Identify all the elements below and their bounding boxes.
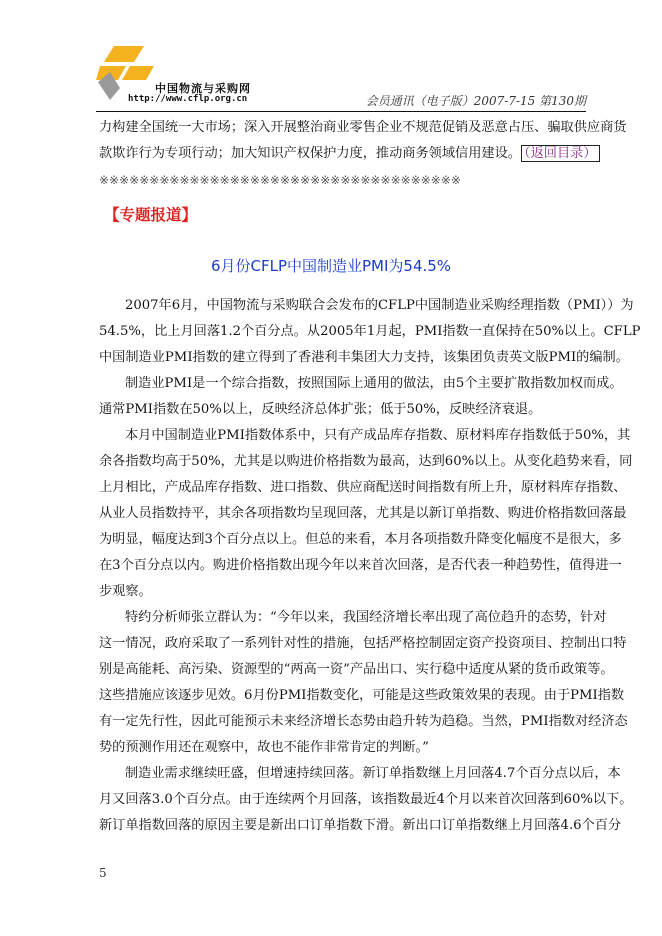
article-line: 新订单指数回落的原因主要是新出口订单指数下滑。新出口订单指数继上月回落4.6个百分 [99, 818, 622, 833]
article-line: 制造业PMI是一个综合指数，按照国际上通用的做法，由5个主要扩散指数加权而成。 [125, 376, 623, 391]
logo-mark-icon [96, 44, 156, 100]
header-divider [96, 111, 586, 112]
article-line: 别是高能耗、高污染、资源型的“两高一资”产品出口、实行稳中适度从紧的货币政策等。 [99, 662, 614, 677]
article-line: 势的预测作用还在观察中，故也不能作非常肯定的判断。” [99, 740, 429, 755]
page-header [96, 44, 586, 110]
article-line: 这些措施应该逐步见效。6月份PMI指数变化，可能是这些政策效果的表现。由于PMI指数 [99, 688, 625, 703]
article-line: 这一情况，政府采取了一系列针对性的措施，包括严格控制固定资产投资项目、控制出口特 [99, 636, 627, 651]
article-line: 上月相比，产成品库存指数、进口指数、供应商配送时间指数有所上升，原材料库存指数、 [99, 480, 627, 495]
page-number: 5 [99, 866, 107, 880]
article-line: 有一定先行性，因此可能预示未来经济增长态势由趋升转为趋稳。当然，PMI指数对经济态 [99, 714, 628, 729]
article-line: 本月中国制造业PMI指数体系中，只有产成品库存指数、原材料库存指数低于50%，其 [125, 428, 631, 443]
intro-text [99, 115, 627, 193]
article-body [99, 293, 641, 839]
article-title: 6月份CFLP中国制造业PMI为54.5% [210, 257, 452, 275]
article-line: 中国制造业PMI指数的建立得到了香港利丰集团大力支持，该集团负责英文版PMI的编制。 [99, 350, 629, 365]
issue-line: 会员通讯（电子版）2007-7-15 第130期 [365, 94, 586, 108]
intro-line: 力构建全国统一大市场；深入开展整治商业零售企业不规范促销及恶意占压、骗取供应商货 [99, 120, 627, 135]
article-line: 制造业需求继续旺盛，但增速持续回落。新订单指数继上月回落4.7个百分点以后，本 [125, 766, 621, 781]
logo-name-cn: 中国物流与采购网 [155, 82, 251, 95]
separator-stars: ※※※※※※※※※※※※※※※※※※※※※※※※※※※※※※※※※※※※ [99, 173, 461, 187]
article-line: 2007年6月，中国物流与采购联合会发布的CFLP中国制造业采购经理指数（PMI））为 [125, 298, 634, 313]
article-line: 在3个百分点以内。购进价格指数出现今年以来首次回落，是否代表一种趋势性，值得进一 [99, 558, 622, 573]
logo-url: http://www.cflp.org.cn [128, 94, 248, 104]
article-line: 为明显，幅度达到3个百分点以上。但总的来看，本月各项指数升降变化幅度不是很大，多 [99, 532, 622, 547]
section-title: 【专题报道】 [104, 206, 198, 224]
back-to-contents-link[interactable]: （返回目录） [521, 145, 600, 162]
article-line: 余各指数均高于50%，尤其是以购进价格指数为最高，达到60%以上。从变化趋势来看，同 [99, 454, 633, 469]
article-line: 从业人员指数持平，其余各项指数均呈现回落，尤其是以新订单指数、购进价格指数回落最 [99, 506, 627, 521]
cflp-logo [96, 44, 296, 106]
article-line: 通常PMI指数在50%以上，反映经济总体扩张；低于50%，反映经济衰退。 [99, 402, 542, 417]
intro-line [99, 141, 597, 167]
article-line: 54.5%，比上月回落1.2个百分点。从2005年1月起，PMI指数一直保持在50%以上。CFLP [99, 324, 641, 339]
article-line: 特约分析师张立群认为：“今年以来，我国经济增长率出现了高位趋升的态势，针对 [125, 610, 607, 625]
article-line: 月又回落3.0个百分点。由于连续两个月回落，该指数最近4个月以来首次回落到60%以下。 [99, 792, 633, 807]
article-line: 步观察。 [99, 584, 152, 599]
intro-line-text: 款欺诈行为专项行动；加大知识产权保护力度，推动商务领域信用建设。 [99, 146, 521, 161]
